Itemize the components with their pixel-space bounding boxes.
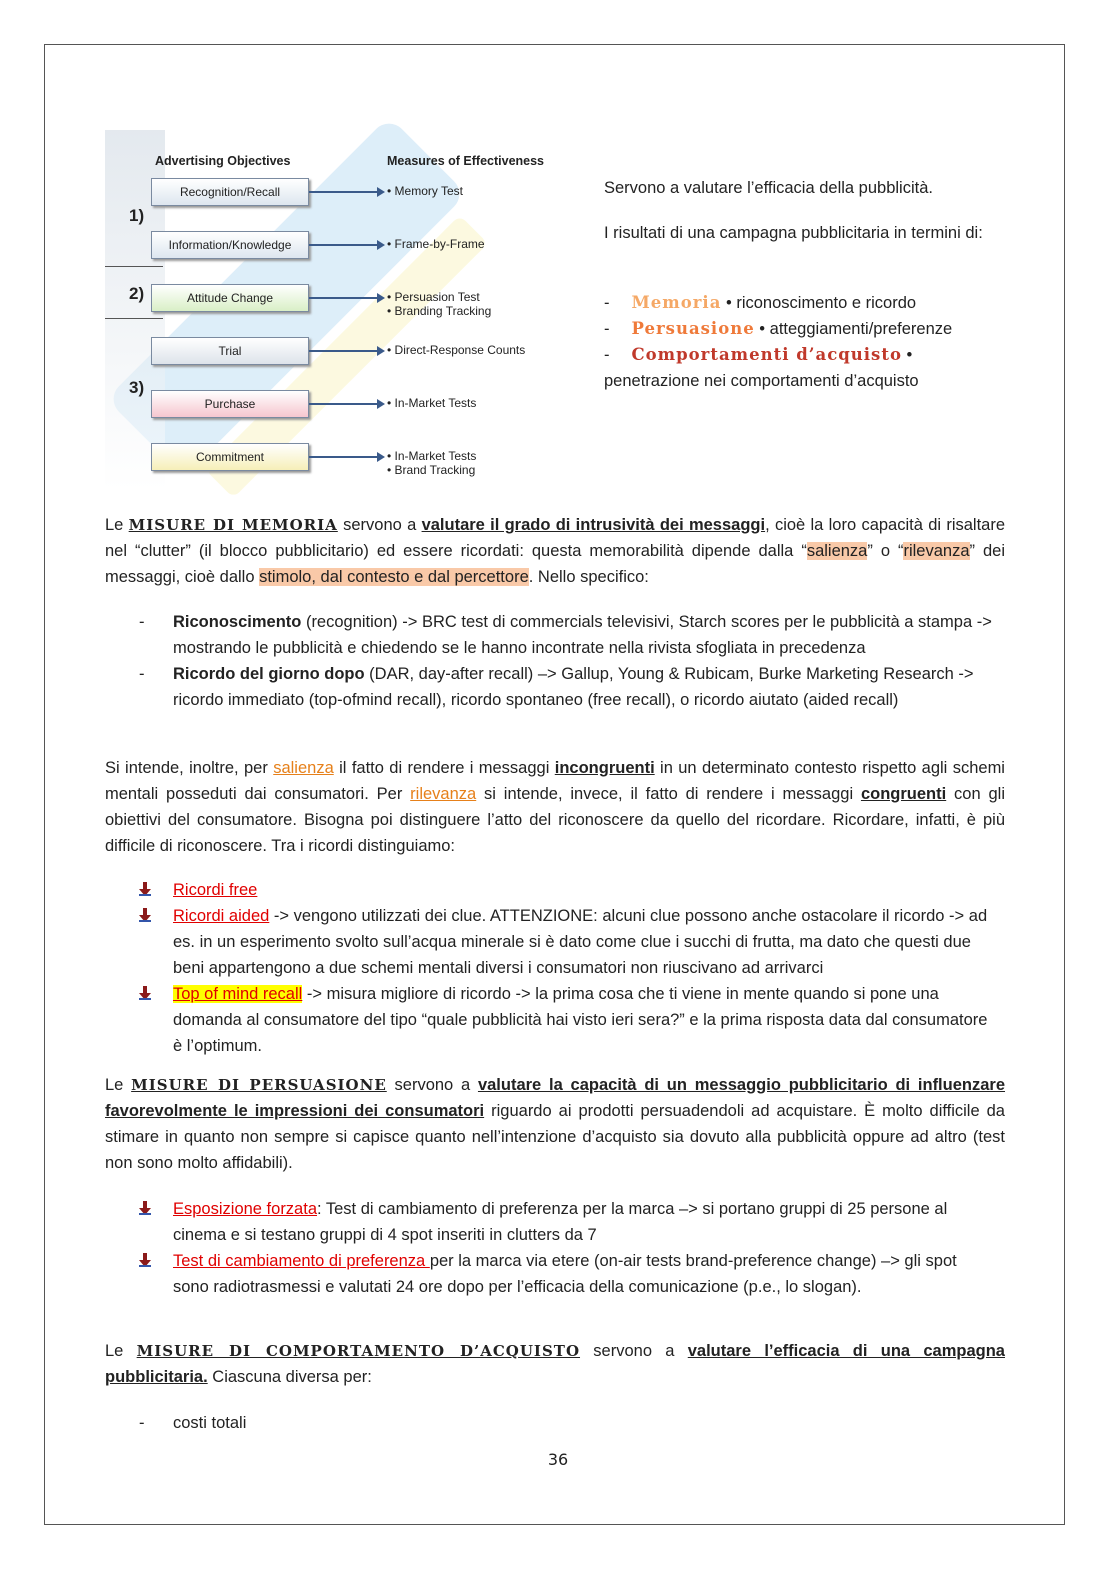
measure-text: • Persuasion Test — [387, 290, 480, 304]
item-desc: • riconoscimento e ricordo — [721, 294, 917, 312]
persuasione-paragraph — [105, 1072, 1005, 1176]
term: Ricordo del giorno dopo — [173, 665, 365, 683]
text: -> misura migliore di ricordo -> la prima cosa che ti viene in mente quando si pone una domanda al consumatore del tipo “quale pubblicità hai visto ieri sera?” e la prima risposta data dal consumatore è l’optimum. — [173, 985, 988, 1055]
underlined-text: congruenti — [860, 785, 947, 803]
comportamento-paragraph — [105, 1338, 1005, 1390]
underlined-text: valutare il grado di intrusività dei messaggi — [421, 516, 766, 534]
list-item — [173, 1196, 993, 1248]
term: Riconoscimento — [173, 613, 302, 631]
dash: - — [139, 665, 145, 683]
text: Ciascuna diversa per: — [207, 1368, 372, 1386]
text: servono a — [580, 1342, 688, 1360]
term-persuasione: Persuasione — [631, 319, 755, 338]
term: Test di cambiamento di preferenza — [173, 1252, 430, 1270]
text: . Nello specifico: — [528, 568, 649, 586]
arrow-icon — [309, 244, 383, 246]
text: ” dei messaggi, cioè dallo — [105, 542, 1005, 586]
diagram-number-1: 1) — [129, 206, 145, 225]
list-item — [139, 609, 993, 661]
arrow-icon — [309, 456, 383, 458]
measure-text: • Frame-by-Frame — [387, 237, 485, 251]
diagram-header-right: Measures of Effectiveness — [387, 154, 545, 168]
highlight-stimolo: stimolo, dal contesto e dal percettore — [259, 568, 529, 586]
arrow-icon — [309, 350, 383, 352]
term: Esposizione forzata — [173, 1200, 317, 1218]
term-memoria: Memoria — [631, 293, 722, 312]
list-item — [173, 903, 993, 981]
arrow-down-icon — [137, 1200, 153, 1216]
arrow-icon — [309, 297, 383, 299]
highlight-rilevanza: rilevanza — [903, 542, 970, 560]
arrow-down-icon — [137, 881, 153, 897]
text: si intende, invece, il fatto di rendere i messaggi — [476, 785, 861, 803]
advertising-objectives-diagram — [105, 130, 575, 490]
item-desc: • atteggiamenti/preferenze — [754, 320, 953, 338]
measure-text: • Memory Test — [387, 184, 463, 198]
side-list — [604, 290, 1014, 394]
text: Le — [105, 1076, 132, 1094]
objective-box: Commitment — [151, 443, 309, 471]
diagram-divider — [105, 318, 163, 319]
measure-text: • Direct-Response Counts — [387, 343, 526, 357]
side-results: I risultati di una campagna pubblicitaria in termini di: — [604, 224, 983, 242]
term-comportamenti: Comportamenti d’acquisto — [631, 345, 902, 364]
objective-box: Recognition/Recall — [151, 178, 309, 206]
arrow-icon — [309, 191, 383, 193]
objective-box: Purchase — [151, 390, 309, 418]
term: Top of mind recall — [173, 985, 303, 1003]
text: in un determinato contesto rispetto agli schemi mentali posseduti dai consumatori. Per — [105, 759, 1005, 803]
ricordi-list — [173, 877, 993, 1059]
salienza-paragraph — [105, 755, 1005, 859]
term: Ricordi aided — [173, 907, 270, 925]
text: , cioè la loro capacità di risaltare nel “clutter” (il blocco pubblicitario) ed essere ricordati: questa memorabilità dipende dalla “ — [105, 516, 1006, 560]
measure-text: • In-Market Tests — [387, 396, 477, 410]
side-item — [604, 316, 1014, 342]
underlined-text: valutare l’efficacia di una campagna pubblicitaria. — [105, 1342, 1005, 1386]
dash: - — [604, 294, 610, 312]
diagram-number-3: 3) — [129, 378, 145, 397]
memoria-paragraph — [105, 512, 1005, 590]
underlined-text: valutare la capacità di un messaggio pubblicitario di influenzare favorevolmente le impressioni dei consumatori — [105, 1076, 1006, 1120]
text: Le — [105, 516, 129, 534]
text: (recognition) -> BRC test di commercials televisivi, Starch scores per le pubblicità a stampa -> mostrando le pubblicità e chiedendo se le hanno incontrate nella rivista sfogliata in precedenza — [173, 613, 992, 657]
measure-text: • In-Market Tests — [387, 449, 477, 463]
item-desc: • — [901, 346, 913, 364]
text: con gli obiettivi del consumatore. Bisogna poi distinguere l’atto del riconoscere da quello del ricordare. Ricordare, infatti, è più difficile di riconoscere. Tra i ricordi distinguiamo: — [105, 785, 1005, 855]
arrow-down-icon — [137, 985, 153, 1001]
arrow-down-icon — [137, 907, 153, 923]
pers-list — [173, 1196, 993, 1300]
section-title-persuasione: MISURE DI PERSUASIONE — [131, 1076, 387, 1094]
objective-box: Information/Knowledge — [151, 231, 309, 259]
text: Le — [105, 1342, 137, 1360]
section-title-memoria: MISURE DI MEMORIA — [128, 516, 338, 534]
underlined-text: incongruenti — [554, 759, 655, 777]
list-item — [173, 877, 993, 903]
list-item — [139, 661, 993, 713]
text: Si intende, inoltre, per — [105, 759, 274, 777]
text: riguardo ai prodotti persuadendoli ad acquistare. È molto difficile da stimare in quanto non sempre si capisce quanto nell’intenzione d’acquisto sia dovuto alla pubblicità oppure ad altro (test non sono molto affidabili). — [105, 1102, 1005, 1172]
dash: - — [139, 1414, 145, 1432]
diagram-header-left: Advertising Objectives — [155, 154, 291, 168]
side-tail: penetrazione nei comportamenti d’acquisto — [604, 372, 919, 390]
side-intro: Servono a valutare l’efficacia della pubblicità. — [604, 179, 933, 197]
text: servono a — [337, 516, 422, 534]
diagram-number-2: 2) — [129, 284, 145, 303]
dash: - — [604, 346, 610, 364]
list-item — [139, 1410, 247, 1436]
text: il fatto di rendere i messaggi — [333, 759, 555, 777]
list-item — [173, 981, 993, 1059]
diagram-divider — [105, 266, 163, 267]
orange-text: salienza — [273, 759, 334, 777]
objective-box: Trial — [151, 337, 309, 365]
side-item — [604, 290, 1014, 316]
arrow-icon — [309, 403, 383, 405]
text: per la marca via etere (on-air tests brand-preference change) –> gli spot sono radiotrasmessi e valutati 24 ore dopo per l’efficacia della comunicazione (p.e., lo slogan). — [173, 1252, 957, 1296]
dash: - — [139, 613, 145, 631]
orange-text: rilevanza — [410, 785, 477, 803]
measure-text: • Branding Tracking — [387, 304, 492, 318]
term: Ricordi free — [173, 881, 258, 899]
text: servono a — [386, 1076, 478, 1094]
text: costi totali — [173, 1414, 247, 1432]
section-title-comportamento: MISURE DI COMPORTAMENTO D’ACQUISTO — [136, 1342, 581, 1360]
dash: - — [604, 320, 610, 338]
page-number: 36 — [547, 1450, 569, 1469]
highlight-salienza: salienza — [806, 542, 868, 560]
text: -> vengono utilizzati dei clue. ATTENZIONE: alcuni clue possono anche ostacolare il ricordo -> ad es. in un esperimento svolto sull’acqua minerale si è dato come clue i succhi di frutta, ma dato che questi due beni appartengono a due schemi mentali diversi i consumatori non riuscivano ad arrivarci — [173, 907, 988, 977]
text: ” o “ — [867, 542, 904, 560]
text: (DAR, day-after recall) –> Gallup, Young & Rubicam, Burke Marketing Research -> ricordo immediato (top-ofmind recall), ricordo spontaneo (free recall), o ricordo aiutato (aided recall) — [173, 665, 974, 709]
text: : Test di cambiamento di preferenza per la marca –> si portano gruppi di 25 persone al cinema e si testano gruppi di 4 spot inseriti in clutters da 7 — [173, 1200, 948, 1244]
list-item — [173, 1248, 993, 1300]
arrow-down-icon — [137, 1252, 153, 1268]
side-item — [604, 342, 1014, 368]
objective-box: Attitude Change — [151, 284, 309, 312]
measure-text: • Brand Tracking — [387, 463, 476, 477]
mem-list — [139, 609, 993, 713]
